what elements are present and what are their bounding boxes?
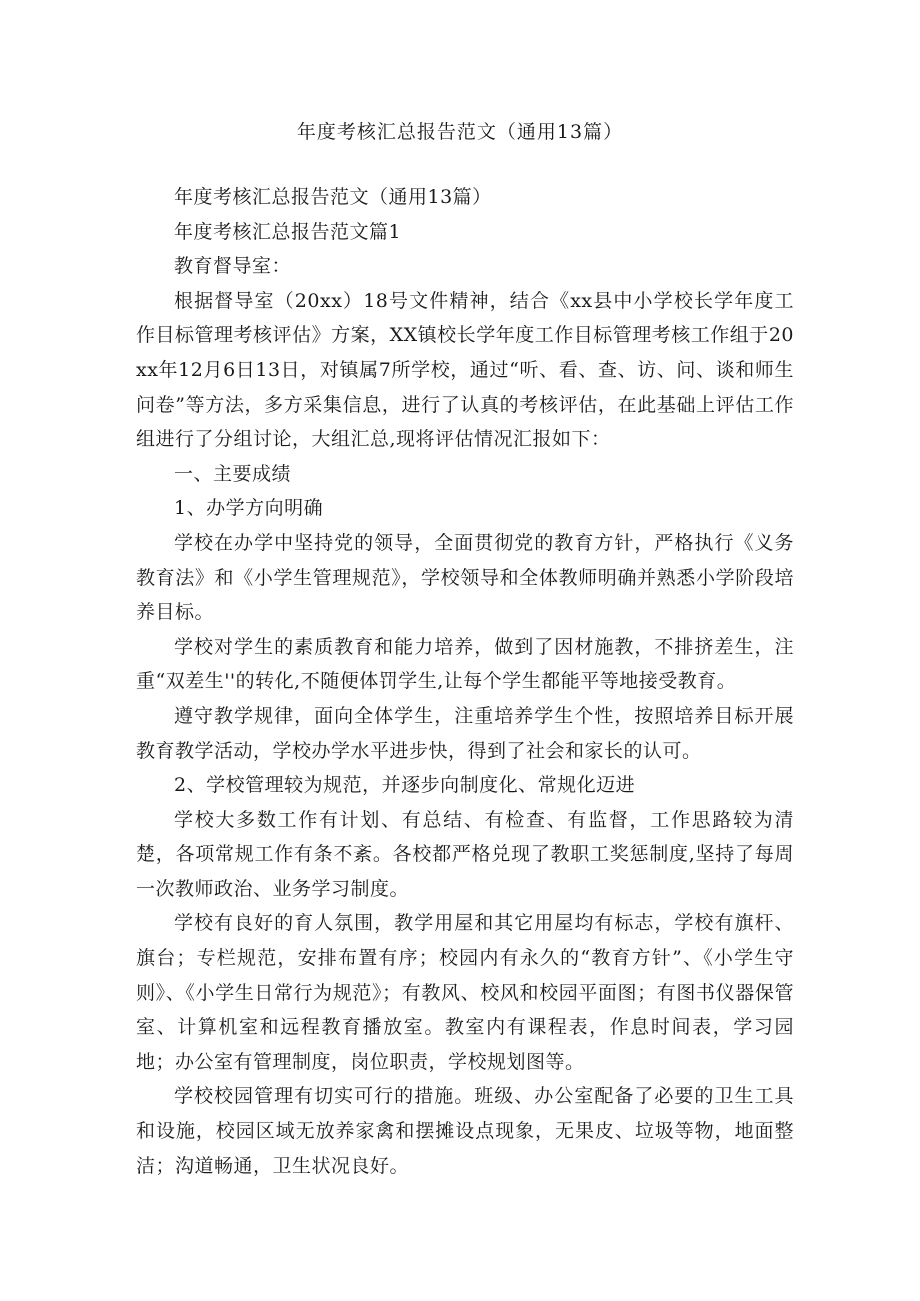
paragraph-intro: 根据督导室（20xx）18号文件精神，结合《xx县中小学校长学年度工作目标管理考核评估》方案，XX镇校长学年度工作目标管理考核工作组于20xx年12月6日13日，对镇属7所学校，通过“听、看、查、访、问、谈和师生问卷”等方法，多方采集信息，进行了认真的考核评估，在此基础上评估工作组进行了分组讨论，大组汇总,现将评估情况汇报如下： xyxy=(136,289,794,451)
paragraph-heading-achievements: 一、主要成绩 xyxy=(174,462,292,485)
paragraph: 学校大多数工作有计划、有总结、有检查、有监督，工作思路较为清楚，各项常规工作有条不紊。各校都严格兑现了教职工奖惩制度,坚持了每周一次教师政治、业务学习制度。 xyxy=(136,808,794,900)
paragraph: 遵守教学规律，面向全体学生，注重培养学生个性，按照培养目标开展教育教学活动，学校办学水平进步快，得到了社会和家长的认可。 xyxy=(136,704,794,762)
paragraph-salutation: 教育督导室： xyxy=(174,255,292,278)
paragraph-section-heading: 年度考核汇总报告范文篇1 xyxy=(174,220,402,243)
paragraph: 学校在办学中坚持党的领导，全面贯彻党的教育方针，严格执行《义务教育法》和《小学生管理规范》，学校领导和全体教师明确并熟悉小学阶段培养目标。 xyxy=(136,531,794,624)
paragraph-heading-management: 2、学校管理较为规范，并逐步向制度化、常规化迈进 xyxy=(174,774,636,797)
paragraph: 学校对学生的素质教育和能力培养，做到了因材施教，不排挤差生，注重“双差生''的转化,不随便体罚学生,让每个学生都能平等地接受教育。 xyxy=(136,635,794,693)
document-body xyxy=(136,180,794,1183)
paragraph-subtitle: 年度考核汇总报告范文（通用13篇） xyxy=(174,186,492,208)
page-title: 年度考核汇总报告范文（通用13篇） xyxy=(296,121,624,143)
paragraph: 学校有良好的育人氛围，教学用屋和其它用屋均有标志，学校有旗杆、旗台；专栏规范，安排布置有序；校园内有永久的“教育方针”、《小学生守则》、《小学生日常行为规范》；有教风、校风和校园平面图；有图书仪器保管室、计算机室和远程教育播放室。教室内有课程表，作息时间表，学习园地；办公室有管理制度，岗位职责，学校规划图等。 xyxy=(136,912,794,1073)
paragraph-heading-direction: 1、办学方向明确 xyxy=(174,497,324,520)
paragraph: 学校校园管理有切实可行的措施。班级、办公室配备了必要的卫生工具和设施，校园区域无放养家禽和摆摊设点现象，无果皮、垃圾等物，地面整洁；沟道畅通，卫生状况良好。 xyxy=(136,1085,794,1177)
